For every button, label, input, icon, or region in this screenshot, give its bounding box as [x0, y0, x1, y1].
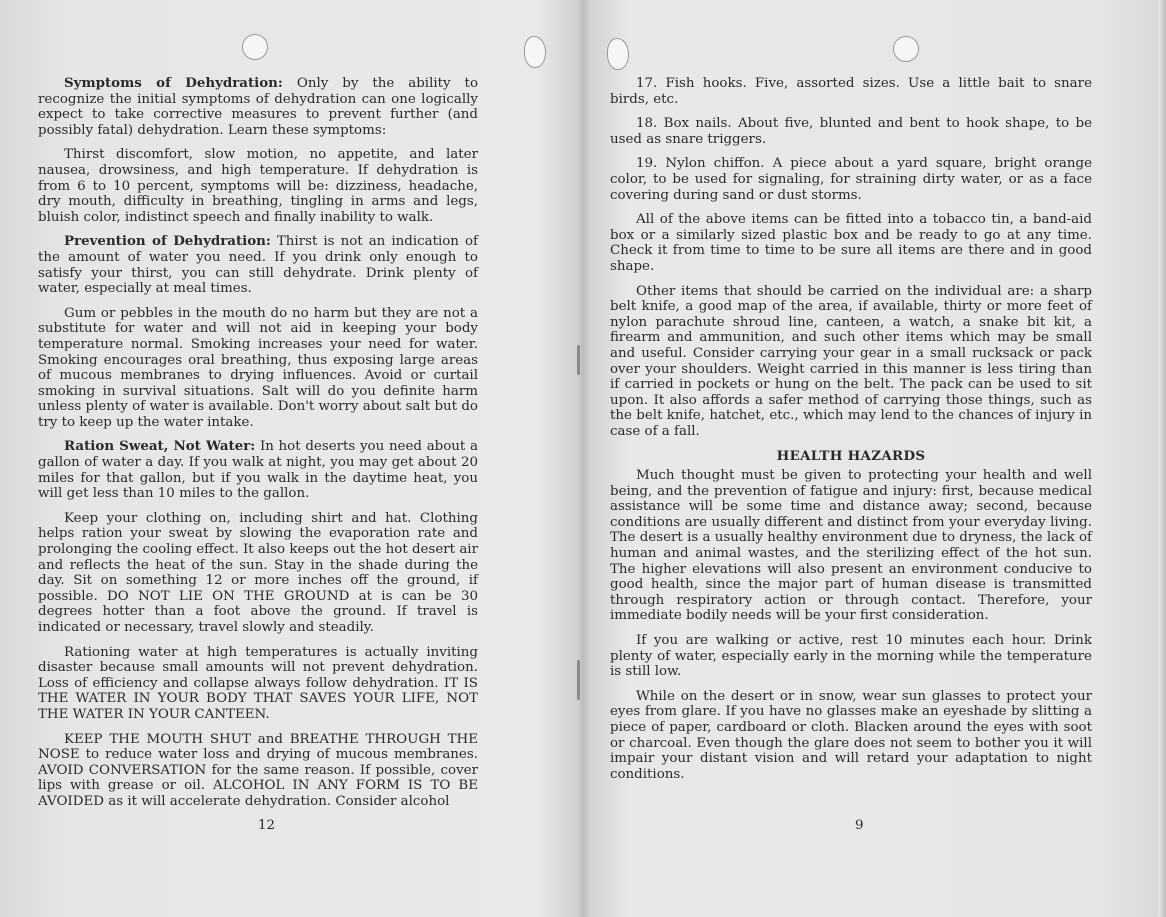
paragraph	[38, 306, 478, 431]
paragraph: While on the desert or in snow, wear sun glasses to protect your eyes from glare. If you have no glasses make an eyeshade by slitting a piece of paper, cardboard or cloth. Blacken around the eyes with soot or charcoal. Even though the glare does not seem to bother you it will impair your distant vision and will retard your adaptation to night conditions.	[610, 688, 1092, 782]
paragraph: 17. Fish hooks. Five, assorted sizes. Use a little bait to snare birds, etc.	[610, 76, 1092, 107]
binder-hole-icon	[893, 36, 919, 62]
paragraph: All of the above items can be fitted into a tobacco tin, a band-aid box or a similarly sized plastic box and be ready to go at any time. Check it from time to time to be sure all items are there and in good shape.	[610, 212, 1092, 274]
paragraph: Other items that should be carried on the individual are: a sharp belt knife, a good map of the area, if available, thirty or more feet of nylon parachute shroud line, canteen, a watch, a snake bit kit, a firearm and ammunition, and such other items which may be small and useful. Consider carrying your gear in a small rucksack or pack over your shoulders. Weight carried in this manner is less tiring than if carried in pockets or hung on the belt. The pack can be used to sit upon. It also affords a safer method of carrying those things, such as the belt knife, hatchet, etc., which may lend to the chances of injury in case of a fall.	[610, 283, 1092, 439]
binder-hole-icon	[242, 34, 268, 60]
binder-hole-icon	[607, 38, 629, 70]
paragraph: 18. Box nails. About five, blunted and bent to hook shape, to be used as snare triggers.	[610, 116, 1092, 147]
binding-staple-icon	[577, 345, 580, 375]
right-text-column	[610, 76, 1092, 791]
binder-hole-icon	[524, 36, 546, 68]
page-number: 9	[855, 818, 864, 833]
paragraph	[38, 439, 478, 501]
paragraph	[38, 645, 478, 723]
paragraph-text: Thirst is not an indication of the amount of water you need. If you drink only enough to satisfy your thirst, you can still dehydrate. Drink plenty of water, especially at meal times.	[38, 234, 478, 297]
paragraph: 19. Nylon chiffon. A piece about a yard square, bright orange color, to be used for signaling, for straining dirty water, or as a face covering during sand or dust storms.	[610, 156, 1092, 203]
right-page	[583, 0, 1166, 917]
paragraph	[38, 76, 478, 138]
paragraph-text: Thirst discomfort, slow motion, no appetite, and later nausea, drowsiness, and high temperature. If dehydration is from 6 to 10 percent, symptoms will be: dizziness, headache, dry mouth, difficulty in breathing, tingling in arms and legs, bluish color, indistinct speech and finally inability to walk.	[38, 147, 478, 225]
paragraph: Much thought must be given to protecting your health and well being, and the prevention of fatigue and injury: first, because medical assistance will be some time and distance away; second, because conditions are usually different and distinct from your everyday living. The desert is a usually healthy environment due to dryness, the lack of human and animal wastes, and the sterilizing effect of the hot sun. The higher elevations will also present an environment conducive to good health, since the major part of human disease is transmitted through respiratory action or through contact. Therefore, your immediate bodily needs will be your first consideration.	[610, 468, 1092, 624]
paragraph-text: In hot deserts you need about a gallon of water a day. If you walk at night, you may get about 20 miles for that gallon, but if you walk in the daytime heat, you will get less than 10 miles to the gallon.	[38, 439, 478, 502]
run-in-heading: Ration Sweat, Not Water:	[64, 438, 256, 455]
paragraph-text: Only by the ability to recognize the initial symptoms of dehydration can one logically expect to take corrective measures to prevent further (and possibly fatal) dehydration. Learn these symptoms:	[38, 76, 479, 138]
paragraph-text: Keep your clothing on, including shirt and hat. Clothing helps ration your sweat by slowing the evaporation rate and prolonging the cooling effect. It also keeps out the hot desert air and reflects the heat of the sun. Stay in the shade during the day. Sit on something 12 or more inches off the ground, if possible. DO NOT LIE ON THE GROUND at is can be 30 degrees hotter than a foot above the ground. If travel is indicated or necessary, travel slowly and steadily.	[38, 510, 478, 635]
binding-staple-icon	[577, 660, 580, 700]
run-in-heading: Prevention of Dehydration:	[64, 233, 271, 250]
paragraph	[38, 147, 478, 225]
left-text-column	[38, 76, 478, 819]
paragraph	[38, 234, 478, 296]
page-number: 12	[258, 818, 276, 833]
paragraph: If you are walking or active, rest 10 minutes each hour. Drink plenty of water, especially early in the morning while the temperature is still low.	[610, 633, 1092, 680]
paragraph-text: KEEP THE MOUTH SHUT and BREATHE THROUGH THE NOSE to reduce water loss and drying of mucous membranes. AVOID CONVERSATION for the same reason. If possible, cover lips with grease or oil. ALCOHOL IN ANY FORM IS TO BE AVOIDED as it will accelerate dehydration. Consider alcohol	[38, 731, 478, 809]
paragraph-text: Gum or pebbles in the mouth do no harm but they are not a substitute for water and will not aid in keeping your body temperature normal. Smoking increases your need for water. Smoking encourages oral breathing, thus exposing large areas of mucous membranes to drying influences. Avoid or curtail smoking in survival situations. Salt will do you definite harm unless plenty of water is available. Don't worry about salt but do try to keep up the water intake.	[38, 305, 478, 430]
paragraph	[38, 732, 478, 810]
section-heading: HEALTH HAZARDS	[776, 448, 926, 465]
paragraph-text: Rationing water at high temperatures is actually inviting disaster because small amounts will not prevent dehydration. Loss of efficiency and collapse always follow dehydration. IT IS THE WATER IN YOUR BODY THAT SAVES YOUR LIFE, NOT THE WATER IN YOUR CANTEEN.	[38, 644, 478, 722]
paragraph	[38, 511, 478, 636]
page-edge	[1158, 0, 1166, 917]
run-in-heading: Symptoms of Dehydration:	[64, 75, 283, 91]
